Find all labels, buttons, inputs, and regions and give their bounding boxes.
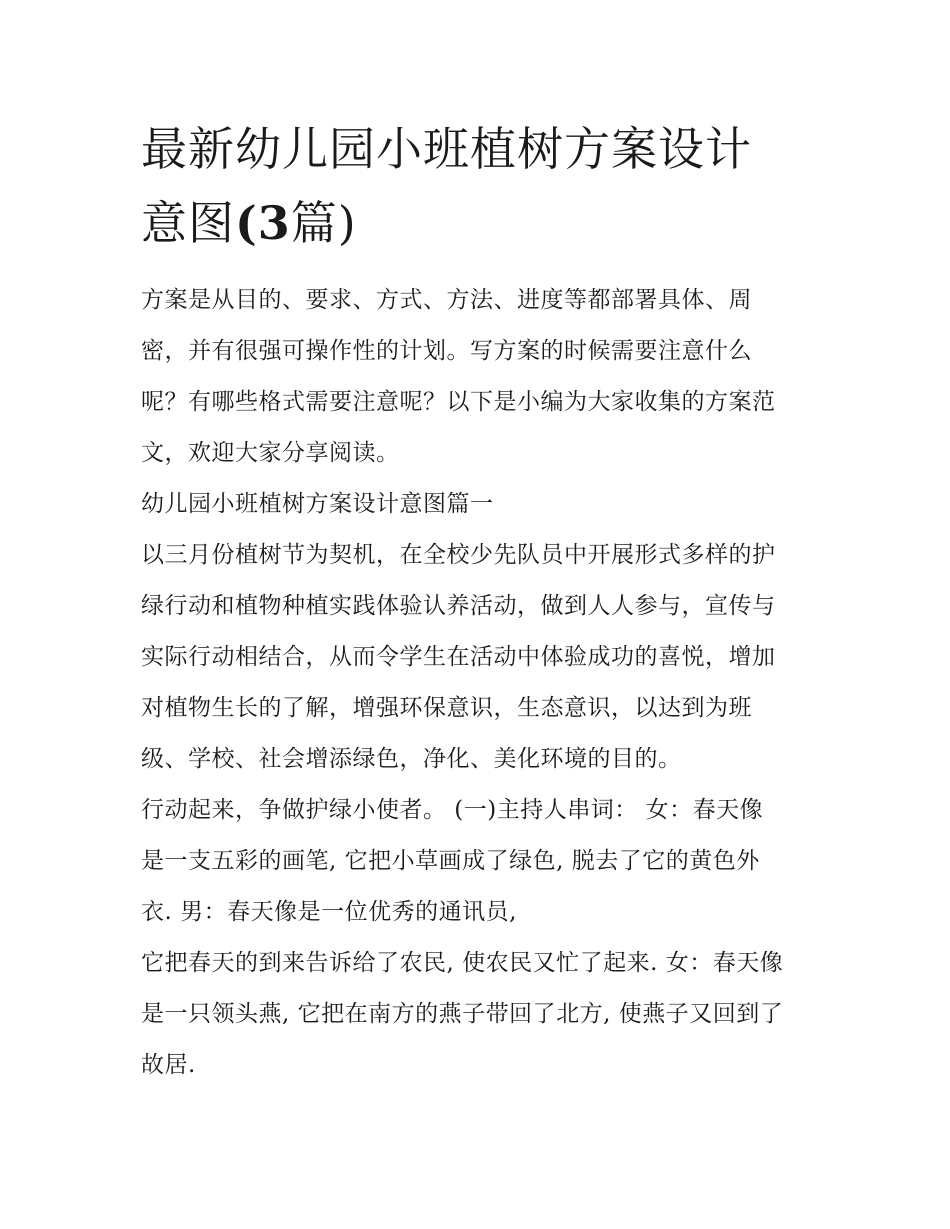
intro-line-1: 方案是从目的、要求、方式、方法、进度等都部署具体、周 <box>141 287 752 313</box>
title-line-2-suffix: 篇) <box>290 196 357 250</box>
body-line-9: 它把春天的到来告诉给了农民, 使农民又忙了起来. 女：春天像 <box>141 950 784 976</box>
intro-line-2: 密，并有很强可操作性的计划。写方案的时候需要注意什么 <box>141 338 752 364</box>
body-line-6: 行动起来，争做护绿小使者。 (一)主持人串词： 女：春天像 <box>141 797 764 823</box>
document-title <box>141 112 821 260</box>
body-line-10: 是一只领头燕, 它把在南方的燕子带回了北方, 使燕子又回到了 <box>141 1001 784 1027</box>
body-line-1: 以三月份植树节为契机，在全校少先队员中开展形式多样的护 <box>141 542 776 568</box>
section-heading: 幼儿园小班植树方案设计意图篇一 <box>141 491 494 517</box>
body-line-7: 是一支五彩的画笔, 它把小草画成了绿色, 脱去了它的黄色外 <box>141 848 760 874</box>
body-line-8: 衣. 男：春天像是一位优秀的通讯员, <box>141 899 517 925</box>
body-line-4: 对植物生长的了解，增强环保意识，生态意识，以达到为班 <box>141 695 752 721</box>
intro-line-3: 呢？有哪些格式需要注意呢？以下是小编为大家收集的方案范 <box>141 389 776 415</box>
body-line-2: 绿行动和植物种植实践体验认养活动，做到人人参与，宣传与 <box>141 593 776 619</box>
body-line-11: 故居. <box>141 1052 196 1078</box>
title-line-2-prefix: 意图 <box>141 196 235 250</box>
title-line-2-count: (3 <box>235 196 291 250</box>
body-line-5: 级、学校、社会增添绿色，净化、美化环境的目的。 <box>141 746 682 772</box>
title-line-1: 最新幼儿园小班植树方案设计 <box>141 122 752 176</box>
body-line-3: 实际行动相结合，从而令学生在活动中体验成功的喜悦，增加 <box>141 644 776 670</box>
intro-line-4: 文，欢迎大家分享阅读。 <box>141 440 400 466</box>
